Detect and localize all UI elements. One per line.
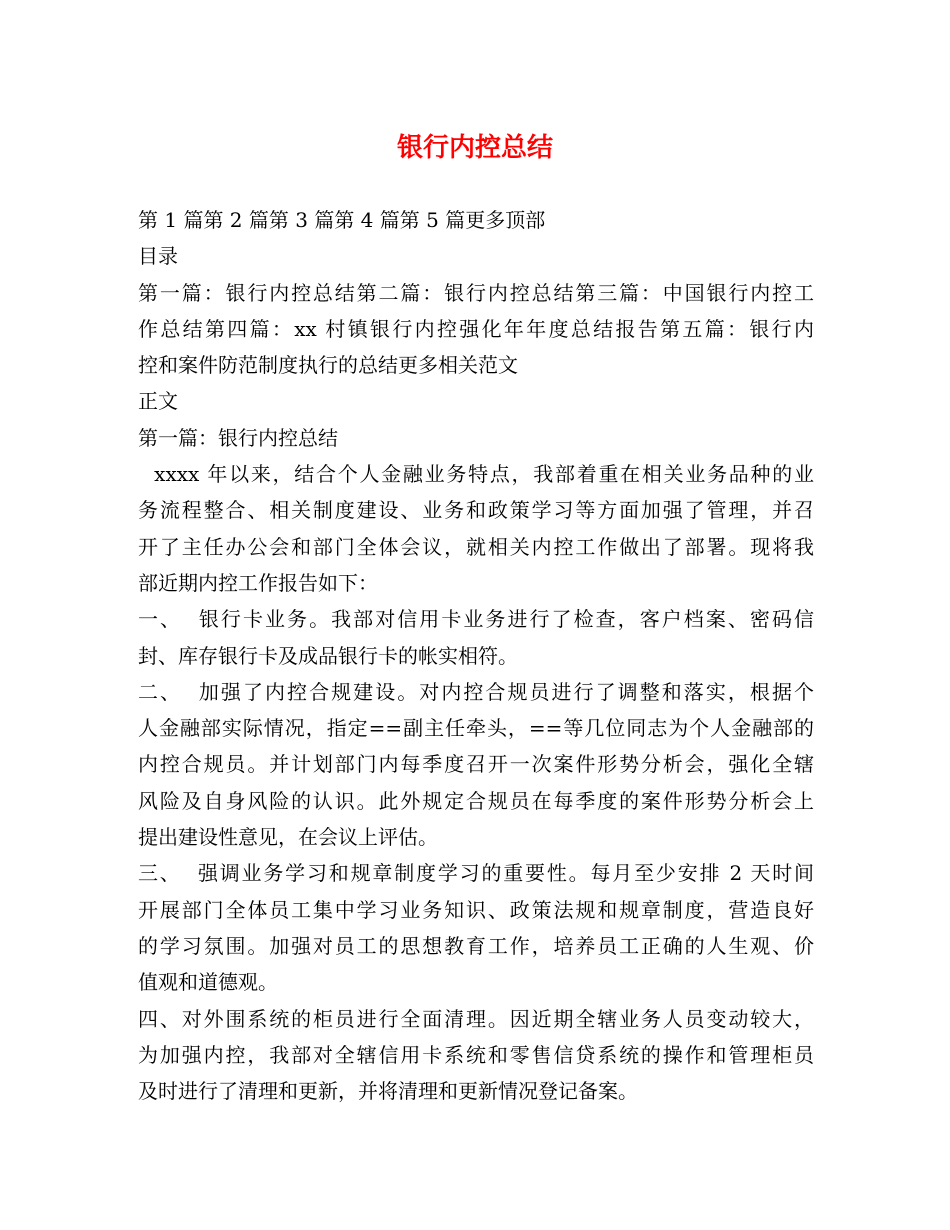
text-line: 第 1 篇第 2 篇第 3 篇第 4 篇第 5 篇更多顶部 <box>138 208 546 232</box>
text-line: 部近期内控工作报告如下： <box>138 570 378 595</box>
text-line: 正文 <box>138 389 178 414</box>
text-line: 为加强内控，我部对全辖信用卡系统和零售信贷系统的操作和管理柜员 <box>138 1042 814 1067</box>
text-line: 四、对外围系统的柜员进行全面清理。因近期全辖业务人员变动较大， <box>138 1006 814 1031</box>
text-line: 作总结第四篇：xx 村镇银行内控强化年年度总结报告第五篇：银行内 <box>138 316 814 341</box>
text-line: 二、 加强了内控合规建设。对内控合规员进行了调整和落实，根据个 <box>138 679 814 704</box>
text-line: 控和案件防范制度执行的总结更多相关范文 <box>138 353 518 378</box>
text-line: 风险及自身风险的认识。此外规定合规员在每季度的案件形势分析会上 <box>138 788 814 813</box>
text-line: 目录 <box>138 244 178 269</box>
text-line: 第一篇：银行内控总结第二篇：银行内控总结第三篇：中国银行内控工 <box>138 280 814 305</box>
text-line: 封、库存银行卡及成品银行卡的帐实相符。 <box>138 643 518 668</box>
document-title: 银行内控总结 <box>396 133 553 163</box>
text-line: 开了主任办公会和部门全体会议，就相关内控工作做出了部署。现将我 <box>138 534 814 559</box>
text-line: 开展部门全体员工集中学习业务知识、政策法规和规章制度，营造良好 <box>138 897 814 922</box>
text-line: 的学习氛围。加强对员工的思想教育工作，培养员工正确的人生观、价 <box>138 933 814 958</box>
text-line: 第一篇：银行内控总结 <box>138 425 338 450</box>
text-line: 务流程整合、相关制度建设、业务和政策学习等方面加强了管理，并召 <box>138 498 814 523</box>
text-line: 三、 强调业务学习和规章制度学习的重要性。每月至少安排 2 天时间 <box>138 861 814 886</box>
document-body <box>138 202 814 1109</box>
text-line: 一、 银行卡业务。我部对信用卡业务进行了检查，客户档案、密码信 <box>138 607 814 632</box>
text-line: xxxx 年以来，结合个人金融业务特点，我部着重在相关业务品种的业 <box>138 462 814 487</box>
text-line: 及时进行了清理和更新，并将清理和更新情况登记备案。 <box>138 1079 638 1104</box>
text-line: 人金融部实际情况，指定==副主任牵头，==等几位同志为个人金融部的 <box>138 716 814 741</box>
text-line: 提出建设性意见，在会议上评估。 <box>138 825 438 850</box>
text-line: 内控合规员。并计划部门内每季度召开一次案件形势分析会，强化全辖 <box>138 752 814 777</box>
text-line: 值观和道德观。 <box>138 970 278 995</box>
